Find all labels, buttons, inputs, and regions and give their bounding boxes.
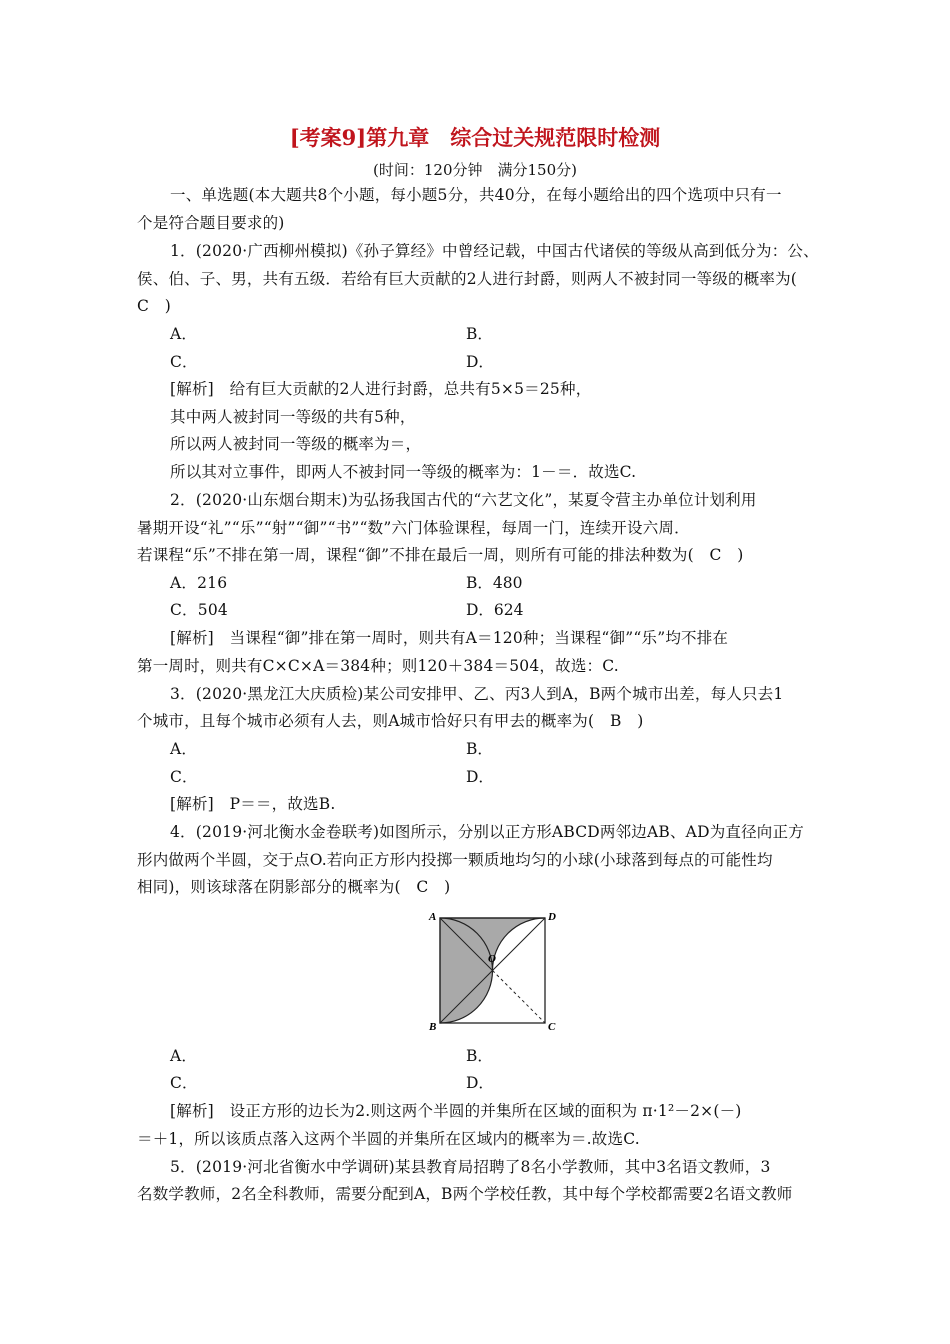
q2-option-a: A．216	[170, 574, 228, 592]
q4-solution: [解析] 设正方形的边长为2.则这两个半圆的并集所在区域的面积为 π·1²－2×(－)	[170, 1102, 742, 1120]
diagonal-oc	[493, 971, 546, 1024]
point-label-o: O	[488, 953, 496, 965]
page-title: [考案9]第九章 综合过关规范限时检测	[289, 125, 661, 150]
q4-option-b: B．	[466, 1047, 493, 1065]
q3-stem: 3．(2020·黑龙江大庆质检)某公司安排甲、乙、丙3人到A，B两个城市出差，每人只去1	[170, 685, 784, 703]
q4-option-d: D．	[466, 1074, 494, 1092]
q4-stem: 4．(2019·河北衡水金卷联考)如图所示，分别以正方形ABCD两邻边AB、AD为直径向正方	[170, 823, 804, 841]
q3-stem-cont: 个城市，且每个城市必须有人去，则A城市恰好只有甲去的概率为( B )	[137, 712, 644, 730]
q2-option-d: D．624	[466, 601, 524, 619]
q4-stem-cont: 形内做两个半圆，交于点O.若向正方形内投掷一颗质地均匀的小球(小球落到每点的可能性均	[137, 851, 773, 869]
section-heading: 一、单选题(本大题共8个小题，每小题5分，共40分，在每小题给出的四个选项中只有一	[170, 186, 782, 204]
q1-solution: 其中两人被封同一等级的共有5种，	[170, 408, 416, 426]
q2-stem: 2．(2020·山东烟台期末)为弘扬我国古代的“六艺文化”，某夏令营主办单位计划利用	[170, 491, 757, 509]
q1-solution: [解析] 给有巨大贡献的2人进行封爵，总共有5×5＝25种，	[170, 380, 592, 398]
geometry-figure	[420, 906, 560, 1032]
q4-option-c: C．	[170, 1074, 198, 1092]
q2-solution: [解析] 当课程“御”排在第一周时，则共有A＝120种；当课程“御”“乐”均不排在	[170, 629, 729, 647]
q3-option-c: C．	[170, 768, 198, 786]
q1-solution: 所以两人被封同一等级的概率为＝，	[170, 435, 422, 453]
section-heading-cont: 个是符合题目要求的)	[137, 214, 285, 232]
q4-stem-cont: 相同)，则该球落在阴影部分的概率为( C )	[137, 878, 451, 896]
q4-option-a: A．	[170, 1047, 198, 1065]
q4-solution: ＝＋1，所以该质点落入这两个半圆的并集所在区域内的概率为＝.故选C.	[137, 1130, 640, 1148]
q1-option-b: B．	[466, 325, 493, 343]
vertex-label-c: C	[548, 1021, 556, 1032]
q1-option-c: C．	[170, 353, 198, 371]
q3-option-a: A．	[170, 740, 198, 758]
q1-stem: 1．(2020·广西柳州模拟)《孙子算经》中曾经记载，中国古代诸侯的等级从高到低分为：公、	[170, 242, 819, 260]
q5-stem: 5．(2019·河北省衡水中学调研)某县教育局招聘了8名小学教师，其中3名语文教师，3	[170, 1158, 771, 1176]
q2-option-b: B．480	[466, 574, 523, 592]
q1-solution: 所以其对立事件，即两人不被封同一等级的概率为：1－＝．故选C.	[170, 463, 637, 481]
square-semicircles-diagram	[420, 906, 560, 1032]
vertex-label-b: B	[429, 1021, 437, 1032]
vertex-label-d: D	[548, 911, 556, 923]
q1-option-d: D．	[466, 353, 494, 371]
exam-time-info: (时间：120分钟 满分150分)	[373, 161, 577, 179]
q1-stem-cont: 侯、伯、子、男，共有五级．若给有巨大贡献的2人进行封爵，则两人不被封同一等级的概率为(	[137, 270, 798, 288]
q2-stem-cont: 若课程“乐”不排在第一周，课程“御”不排在最后一周，则所有可能的排法种数为( C )	[137, 546, 744, 564]
q1-option-a: A．	[170, 325, 198, 343]
q1-answer: C )	[137, 297, 172, 315]
q3-option-d: D．	[466, 768, 494, 786]
q3-option-b: B．	[466, 740, 493, 758]
q2-stem-cont: 暑期开设“礼”“乐”“射”“御”“书”“数”六门体验课程，每周一门，连续开设六周．	[137, 519, 690, 537]
q2-solution: 第一周时，则共有C×C×A＝384种；则120＋384＝504，故选：C.	[137, 657, 619, 675]
vertex-label-a: A	[429, 911, 437, 923]
q3-solution: [解析] P＝＝，故选B.	[170, 795, 336, 813]
q5-stem-cont: 名数学教师，2名全科教师，需要分配到A，B两个学校任教，其中每个学校都需要2名语文教师	[137, 1185, 793, 1203]
q2-option-c: C．504	[170, 601, 228, 619]
